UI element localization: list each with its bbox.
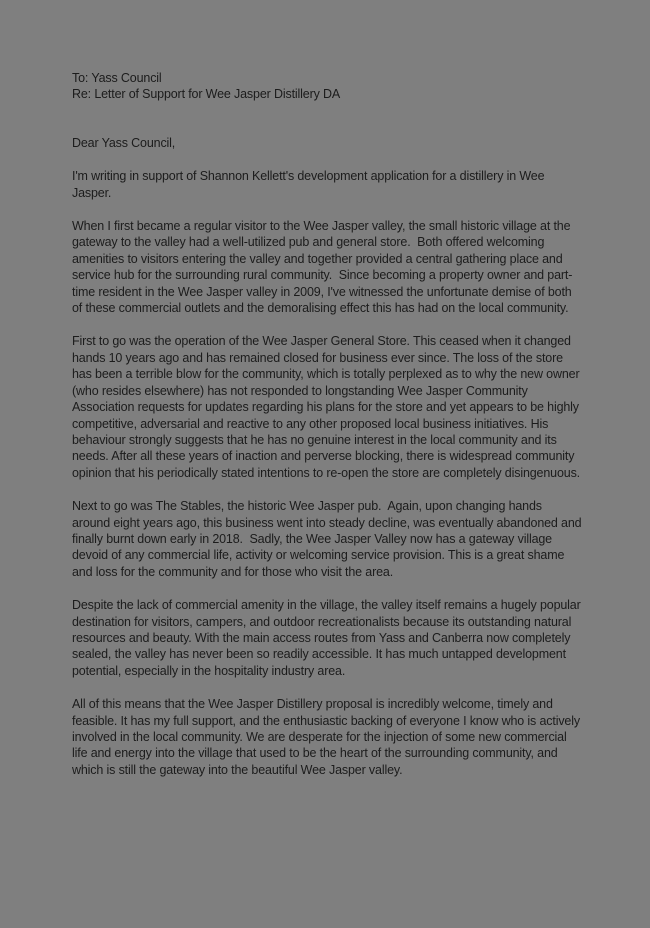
letter-header	[72, 70, 582, 103]
letter-body	[72, 168, 585, 778]
letter-paragraph: First to go was the operation of the Wee Jasper General Store. This ceased when it changed hands 10 years ago and has remained closed for business ever since. The loss of the store has been a terrible blow for the community, which is totally perplexed as to why the new owner (who resides elsewhere) has not responded to longstanding Wee Jasper Community Association requests for updates regarding his plans for the store and yet appears to be highly competitive, adversarial and reactive to any other proposed local business initiatives. His behaviour strongly suggests that he has no genuine interest in the local community and its needs. After all these years of inaction and perverse blocking, there is widespread community opinion that his periodically stated intentions to re-open the store are completely disingenuous.	[72, 334, 583, 480]
letter-page	[72, 70, 585, 778]
letter-paragraph: Despite the lack of commercial amenity in the village, the valley itself remains a hugely popular destination for visitors, campers, and outdoor recreationalists because its outstanding natural resources and beauty. With the main access routes from Yass and Canberra now completely sealed, the valley has never been so readily accessible. It has much untapped development potential, especially in the hospitality industry area.	[72, 598, 584, 678]
letter-paragraph: When I first became a regular visitor to the Wee Jasper valley, the small historic village at the gateway to the valley had a well-utilized pub and general store. Both offered welcoming amenities to visitors entering the valley and together provided a central gathering place and service hub for the surrounding rural community. Since becoming a property owner and part-time resident in the Wee Jasper valley in 2009, I've witnessed the unfortunate demise of both of these commercial outlets and the demoralising effect this has had on the local community.	[72, 219, 575, 316]
letter-to-line: To: Yass Council	[72, 71, 162, 85]
letter-paragraph: I'm writing in support of Shannon Kellett's development application for a distillery in Wee Jasper.	[72, 169, 548, 200]
letter-paragraph: All of this means that the Wee Jasper Distillery proposal is incredibly welcome, timely and feasible. It has my full support, and the enthusiastic backing of everyone I know who is actively involved in the local community. We are desperate for the injection of some new commercial life and energy into the village that used to be the heart of the surrounding community, and which is still the gateway into the beautiful Wee Jasper valley.	[72, 697, 584, 777]
letter-re-line: Re: Letter of Support for Wee Jasper Distillery DA	[72, 87, 341, 102]
letter-salutation: Dear Yass Council,	[72, 135, 176, 150]
letter-paragraph: Next to go was The Stables, the historic Wee Jasper pub. Again, upon changing hands around eight years ago, this business went into steady decline, was eventually abandoned and finally burnt down early in 2018. Sadly, the Wee Jasper Valley now has a gateway village devoid of any commercial life, activity or welcoming service provision. This is a great shame and loss for the community and for those who visit the area.	[72, 499, 585, 579]
